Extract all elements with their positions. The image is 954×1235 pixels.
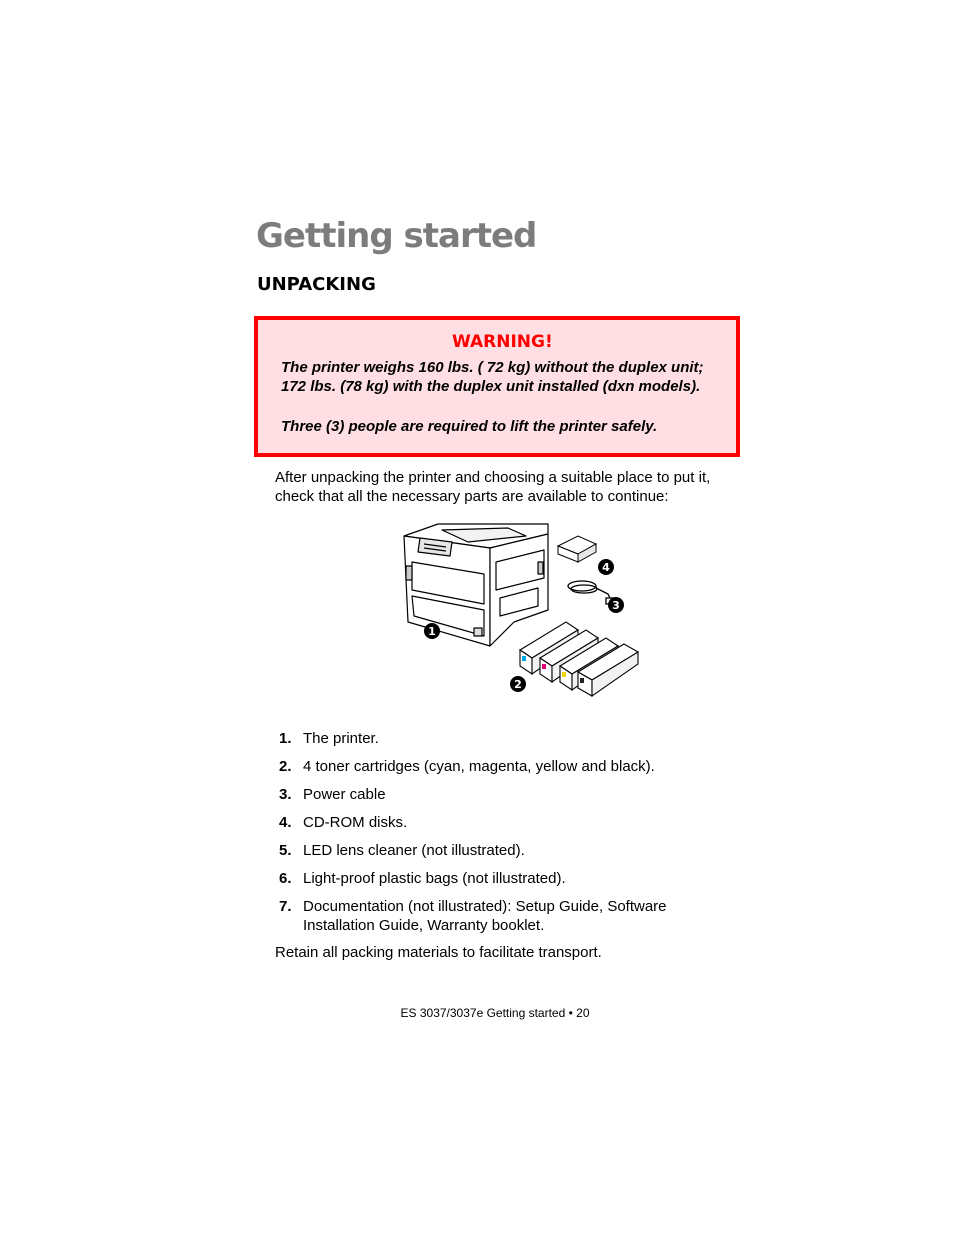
callout-3 — [608, 597, 624, 613]
page-footer: ES 3037/3037e Getting started • 20 — [400, 1006, 590, 1020]
list-item — [275, 729, 735, 748]
warning-lift-text: Three (3) people are required to lift the printer safely. — [281, 418, 658, 435]
callout-2 — [510, 676, 526, 692]
page-title: Getting started — [256, 216, 537, 256]
warning-title: WARNING! — [452, 332, 553, 352]
list-item — [275, 785, 735, 804]
list-item-text: Documentation (not illustrated): Setup Guide, Software Installation Guide, Warranty booklet. — [303, 898, 667, 934]
list-item-number: 5. — [279, 842, 292, 859]
list-item-number: 4. — [279, 814, 292, 831]
callout-4 — [598, 559, 614, 575]
power-cable-drawing — [568, 581, 614, 604]
list-item — [275, 813, 735, 832]
list-item-text: CD-ROM disks. — [303, 814, 408, 831]
retain-note: Retain all packing materials to facilitate transport. — [275, 944, 602, 961]
section-heading: UNPACKING — [257, 274, 376, 295]
list-item-text: The printer. — [303, 730, 379, 747]
list-item-number: 3. — [279, 786, 292, 803]
toner-cartridges-drawing — [520, 622, 638, 696]
list-item-text: Power cable — [303, 786, 386, 803]
cdrom-drawing — [558, 536, 596, 562]
list-item-text: Light-proof plastic bags (not illustrated). — [303, 870, 566, 887]
list-item — [275, 757, 735, 776]
callout-4-label: 4 — [602, 561, 610, 574]
warning-weight-text: The printer weighs 160 lbs. ( 72 kg) without the duplex unit; 172 lbs. (78 kg) with the duplex unit installed (dxn models). — [281, 359, 704, 395]
warning-box — [254, 316, 740, 457]
callout-3-label: 3 — [612, 599, 620, 612]
callout-1 — [424, 623, 440, 639]
list-item-number: 2. — [279, 758, 292, 775]
list-item — [275, 869, 735, 888]
list-item-number: 1. — [279, 730, 292, 747]
list-item — [275, 841, 735, 860]
callout-2-label: 2 — [514, 678, 522, 691]
callout-1-label: 1 — [428, 625, 436, 638]
list-item-number: 6. — [279, 870, 292, 887]
parts-list — [275, 729, 735, 944]
list-item-text: 4 toner cartridges (cyan, magenta, yellow and black). — [303, 758, 655, 775]
intro-paragraph: After unpacking the printer and choosing a suitable place to put it, check that all the necessary parts are available to continue: — [275, 469, 711, 505]
list-item — [275, 897, 713, 935]
list-item-number: 7. — [279, 898, 292, 915]
unpacking-illustration — [398, 518, 648, 698]
list-item-text: LED lens cleaner (not illustrated). — [303, 842, 525, 859]
